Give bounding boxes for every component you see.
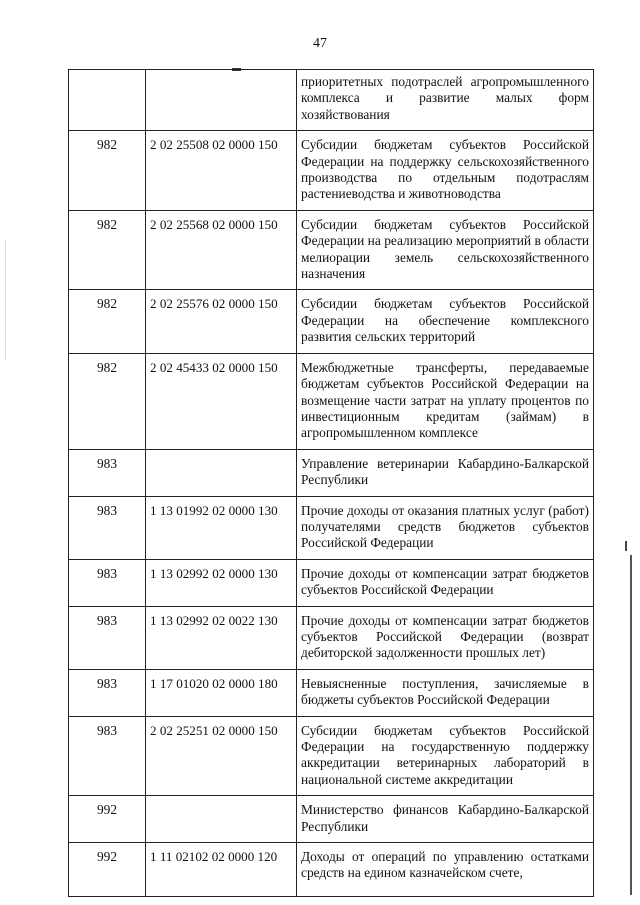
admin-code-cell: 982 <box>69 290 146 353</box>
description-cell: Прочие доходы от компенсации затрат бюджетов субъектов Российской Федерации (возврат дебиторской задолженности прошлых лет) <box>297 606 594 669</box>
admin-code-cell: 983 <box>69 716 146 796</box>
description-cell: приоритетных подотраслей агропромышленного комплекса и развитие малых форм хозяйствования <box>297 70 594 131</box>
admin-code-cell: 992 <box>69 843 146 897</box>
admin-code-cell: 983 <box>69 669 146 716</box>
kbk-code-cell: 2 02 25508 02 0000 150 <box>146 131 297 211</box>
table-row <box>69 353 594 449</box>
table-row <box>69 669 594 716</box>
scan-edge-line <box>630 555 632 895</box>
kbk-code-cell <box>146 796 297 843</box>
description-cell: Субсидии бюджетам субъектов Российской Федерации на поддержку сельскохозяйственного производства по отдельным подотраслям растениеводства и животноводства <box>297 131 594 211</box>
table-row <box>69 796 594 843</box>
admin-code-cell: 983 <box>69 449 146 496</box>
admin-code-cell: 983 <box>69 496 146 559</box>
table-row <box>69 716 594 796</box>
description-cell: Прочие доходы от оказания платных услуг (работ) получателями средств бюджетов субъектов Российской Федерации <box>297 496 594 559</box>
table-row <box>69 131 594 211</box>
description-cell: Невыясненные поступления, зачисляемые в бюджеты субъектов Российской Федерации <box>297 669 594 716</box>
kbk-code-cell: 2 02 45433 02 0000 150 <box>146 353 297 449</box>
admin-code-cell: 982 <box>69 353 146 449</box>
kbk-code-cell: 1 13 02992 02 0000 130 <box>146 559 297 606</box>
description-cell: Межбюджетные трансферты, передаваемые бюджетам субъектов Российской Федерации на возмещение части затрат на уплату процентов по инвестиционным кредитам (займам) в агропромышленном комплексе <box>297 353 594 449</box>
kbk-code-cell: 2 02 25576 02 0000 150 <box>146 290 297 353</box>
table-row <box>69 606 594 669</box>
scan-edge-mark <box>625 541 627 551</box>
kbk-code-cell: 2 02 25251 02 0000 150 <box>146 716 297 796</box>
admin-code-cell: 992 <box>69 796 146 843</box>
kbk-code-cell: 1 13 02992 02 0022 130 <box>146 606 297 669</box>
page-number: 47 <box>313 36 327 51</box>
table-row <box>69 290 594 353</box>
admin-code-cell: 983 <box>69 606 146 669</box>
description-cell: Субсидии бюджетам субъектов Российской Федерации на реализацию мероприятий в области мелиорации земель сельскохозяйственного назначения <box>297 210 594 290</box>
revenue-codes-table <box>68 69 594 897</box>
scan-edge-shadow <box>5 240 6 360</box>
table-row <box>69 70 594 131</box>
table-row <box>69 449 594 496</box>
kbk-code-cell: 1 11 02102 02 0000 120 <box>146 843 297 897</box>
kbk-code-cell: 1 13 01992 02 0000 130 <box>146 496 297 559</box>
admin-code-cell: 982 <box>69 131 146 211</box>
table-row <box>69 496 594 559</box>
admin-code-cell <box>69 70 146 131</box>
description-cell: Прочие доходы от компенсации затрат бюджетов субъектов Российской Федерации <box>297 559 594 606</box>
table-row <box>69 559 594 606</box>
table-row <box>69 843 594 897</box>
kbk-code-cell: 2 02 25568 02 0000 150 <box>146 210 297 290</box>
table-row <box>69 210 594 290</box>
description-cell: Доходы от операций по управлению остатками средств на едином казначейском счете, <box>297 843 594 897</box>
description-cell: Субсидии бюджетам субъектов Российской Федерации на государственную поддержку аккредитации ветеринарных лабораторий в национальной системе аккредитации <box>297 716 594 796</box>
description-cell: Министерство финансов Кабардино-Балкарской Республики <box>297 796 594 843</box>
description-cell: Субсидии бюджетам субъектов Российской Федерации на обеспечение комплексного развития сельских территорий <box>297 290 594 353</box>
admin-code-cell: 983 <box>69 559 146 606</box>
kbk-code-cell <box>146 449 297 496</box>
kbk-code-cell: 1 17 01020 02 0000 180 <box>146 669 297 716</box>
admin-code-cell: 982 <box>69 210 146 290</box>
description-cell: Управление ветеринарии Кабардино-Балкарской Республики <box>297 449 594 496</box>
kbk-code-cell <box>146 70 297 131</box>
